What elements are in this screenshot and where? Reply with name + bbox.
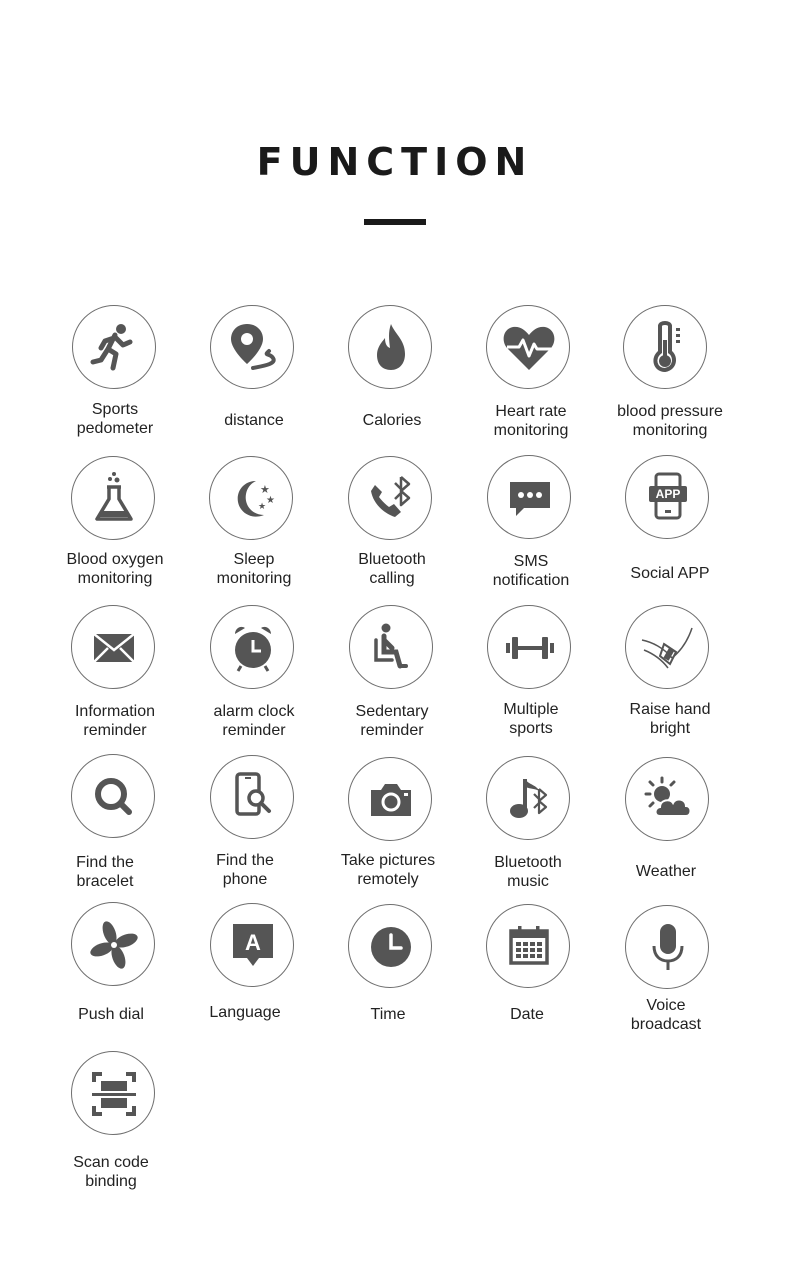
feature-circle [348,904,432,988]
feature-label: Time [370,1006,406,1023]
feature-label: Voice broadcast [630,997,702,1033]
page-title: FUNCTION [256,140,534,184]
feature-label: Scan code binding [73,1154,149,1190]
moon-stars-icon [222,469,282,529]
feature-label: Multiple sports [503,701,559,737]
feature-label: Sedentary reminder [355,703,429,739]
feature-circle [487,605,571,689]
feature-circle [71,605,155,689]
feature-circle [71,456,155,540]
feature-label: Social APP [630,565,710,582]
feature-circle [348,305,432,389]
feature-label: Information reminder [74,703,156,739]
feature-circle [625,605,709,689]
feature-label: Heart rate monitoring [493,403,569,439]
feature-circle [486,756,570,840]
phone-app-icon [638,468,698,528]
feature-label: Take pictures remotely [340,852,436,888]
svg-text:APP: APP [655,487,681,501]
feature-label: distance [224,412,284,429]
feature-circle [486,305,570,389]
feature-label: Find the phone [216,852,274,888]
feature-circle [623,305,707,389]
feature-circle [72,305,156,389]
feature-label: Date [510,1006,544,1023]
feature-label: Calories [362,412,422,429]
svg-text:★: ★ [266,495,275,506]
feature-circle [209,456,293,540]
feature-circle [349,605,433,689]
feature-label: Bluetooth calling [358,551,426,587]
phone-bluetooth-icon [361,469,421,529]
wrist-band-icon [638,618,698,678]
flame-icon [361,318,421,378]
feature-circle [71,1051,155,1135]
envelope-icon [84,618,144,678]
camera-icon [361,770,421,830]
flask-icon [84,469,144,529]
svg-text:★: ★ [260,483,270,496]
seated-person-icon [362,618,422,678]
feature-circle [487,455,571,539]
svg-text:★: ★ [258,502,267,512]
feature-label: Push dial [78,1006,144,1023]
heart-pulse-icon [499,318,559,378]
phone-search-icon [223,768,283,828]
feature-circle [625,905,709,989]
feature-label: Bluetooth music [494,854,562,890]
feature-label: alarm clock reminder [213,703,295,739]
feature-circle [625,455,709,539]
alarm-clock-icon [223,618,283,678]
feature-circle [71,902,155,986]
feature-label: blood pressure monitoring [617,403,723,439]
dumbbell-icon [500,618,560,678]
location-pin-icon [223,318,283,378]
feature-label: SMS notification [492,553,570,589]
calendar-icon [499,917,559,977]
feature-circle [210,755,294,839]
title-underline [364,219,426,225]
feature-circle [210,305,294,389]
music-bluetooth-icon [499,769,559,829]
feature-circle [625,757,709,841]
feature-label: Sleep monitoring [216,551,292,587]
feature-label: Weather [635,863,697,880]
language-icon [223,916,283,976]
feature-label: Raise hand bright [629,701,711,737]
feature-circle [348,757,432,841]
feature-circle [210,903,294,987]
feature-circle [486,904,570,988]
pinwheel-icon [84,915,144,975]
clock-icon [361,917,421,977]
feature-label: Language [209,1004,281,1021]
scan-code-icon [84,1064,144,1124]
running-person-icon [85,318,145,378]
feature-label: Sports pedometer [76,401,154,437]
svg-text:A: A [245,930,261,955]
feature-label: Find the bracelet [76,854,134,890]
chat-bubble-icon [500,468,560,528]
feature-circle [348,456,432,540]
microphone-icon [638,918,698,978]
feature-label: Blood oxygen monitoring [66,551,164,587]
thermometer-icon [636,318,696,378]
feature-circle [71,754,155,838]
feature-circle [210,605,294,689]
search-ring-icon [84,767,144,827]
sun-cloud-icon [638,770,698,830]
